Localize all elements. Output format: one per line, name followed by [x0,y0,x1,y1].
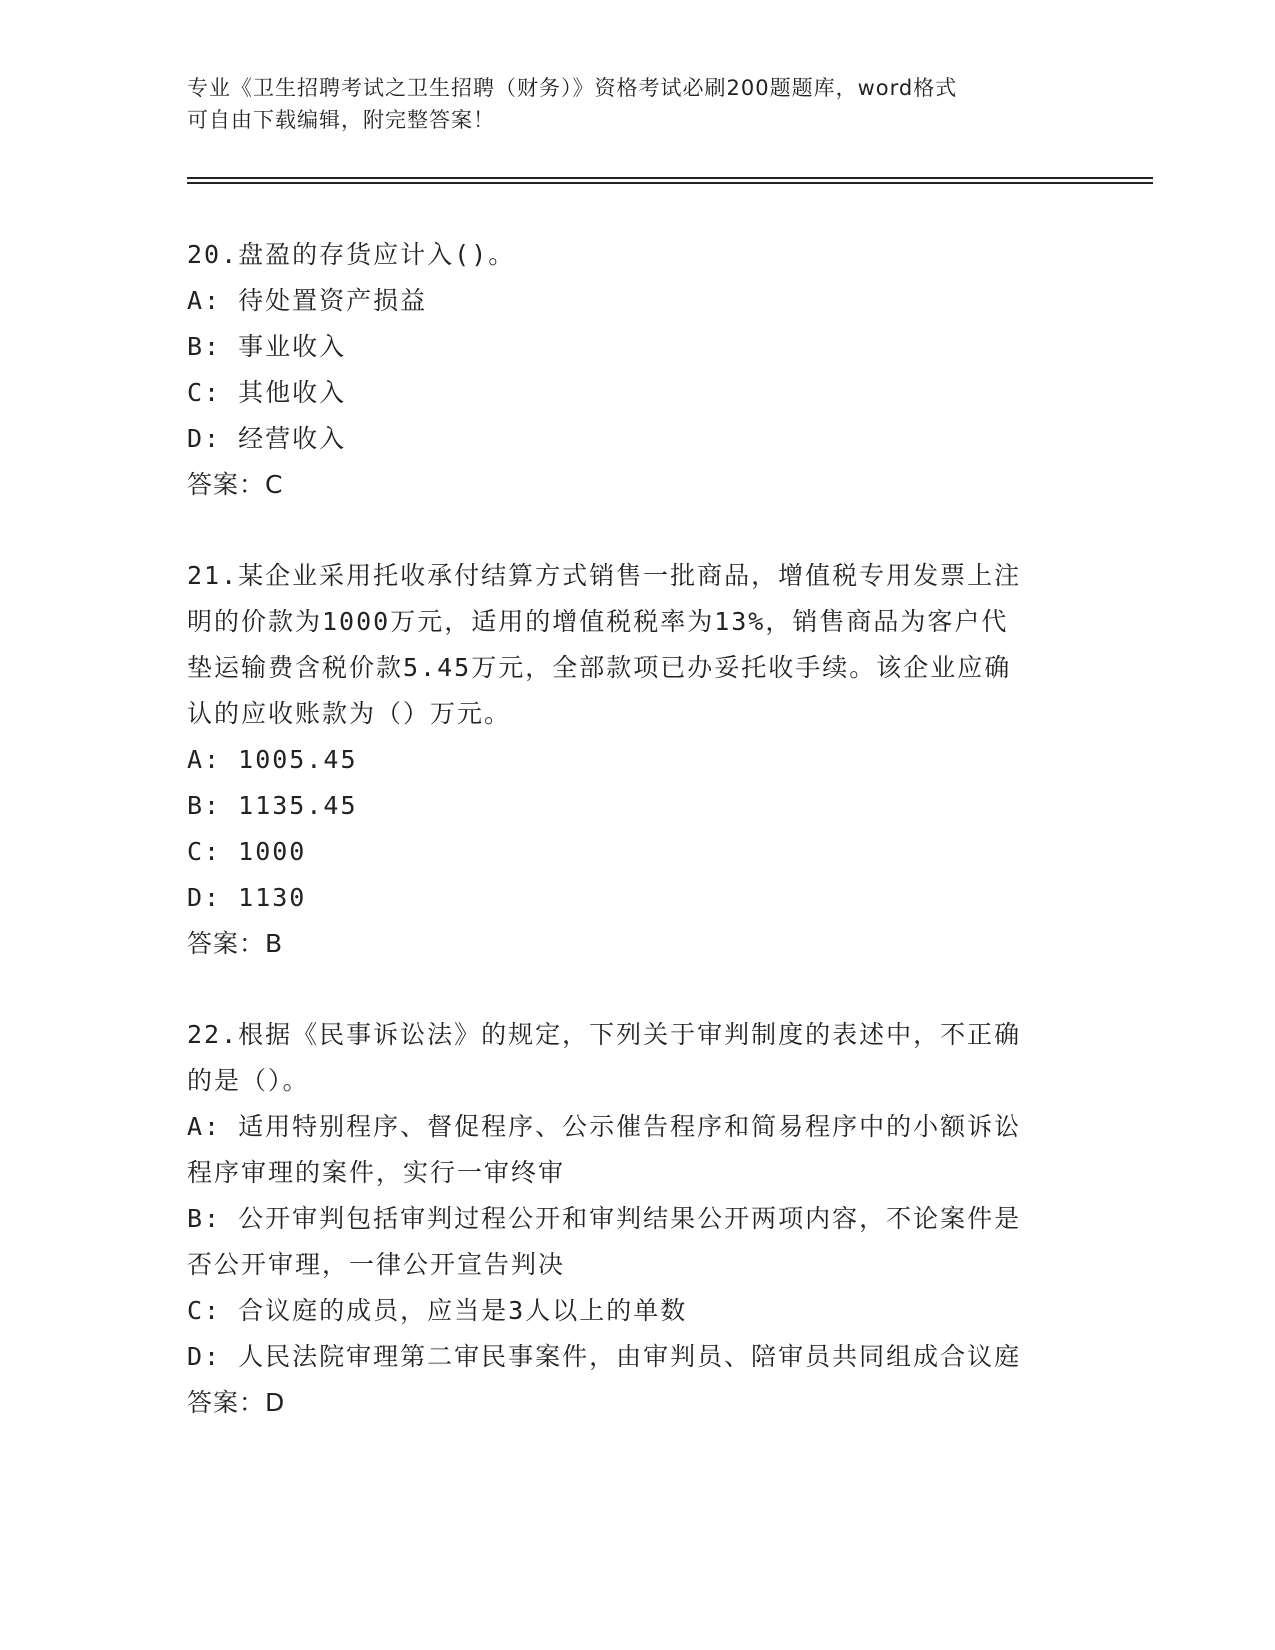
answer-line: 答案：C [187,470,284,499]
question-text: 的是（）。 [187,1066,310,1095]
option-a: A: 适用特别程序、督促程序、公示催告程序和简易程序中的小额诉讼 [187,1112,1022,1141]
header-divider [187,177,1153,179]
question-20 [187,232,1077,508]
option-d: D: 经营收入 [187,424,347,453]
header-divider [187,182,1153,184]
question-text: 认的应收账款为（）万元。 [187,699,512,728]
option-b: B: 公开审判包括审判过程公开和审判结果公开两项内容，不论案件是 [187,1204,1022,1233]
option-a: A: 待处置资产损益 [187,286,428,315]
header-line: 可自由下载编辑，附完整答案！ [187,108,495,132]
question-text: 21.某企业采用托收承付结算方式销售一批商品，增值税专用发票上注 [187,561,1022,590]
question-list [187,232,1077,1471]
answer-line: 答案：D [187,1388,286,1417]
question-22 [187,1012,1077,1426]
header-line: 专业《卫生招聘考试之卫生招聘（财务）》资格考试必刷200题题库，word格式 [187,76,958,100]
option-b-continued: 否公开审理，一律公开宣告判决 [187,1250,566,1279]
option-d: D: 人民法院审理第二审民事案件，由审判员、陪审员共同组成合议庭 [187,1342,1022,1371]
option-c: C: 1000 [187,837,307,866]
option-c: C: 合议庭的成员，应当是3人以上的单数 [187,1296,688,1325]
option-a: A: 1005.45 [187,745,358,774]
question-text: 20.盘盈的存货应计入()。 [187,240,516,269]
option-c: C: 其他收入 [187,378,347,407]
question-text: 22.根据《民事诉讼法》的规定，下列关于审判制度的表述中，不正确 [187,1020,1022,1049]
option-b: B: 1135.45 [187,791,358,820]
document-header [187,72,1067,136]
question-21 [187,553,1077,967]
answer-line: 答案：B [187,929,284,958]
option-b: B: 事业收入 [187,332,347,361]
option-a-continued: 程序审理的案件，实行一审终审 [187,1158,566,1187]
question-text: 明的价款为1000万元，适用的增值税税率为13%，销售商品为客户代 [187,607,1009,636]
question-text: 垫运输费含税价款5.45万元，全部款项已办妥托收手续。该企业应确 [187,653,1012,682]
option-d: D: 1130 [187,883,307,912]
